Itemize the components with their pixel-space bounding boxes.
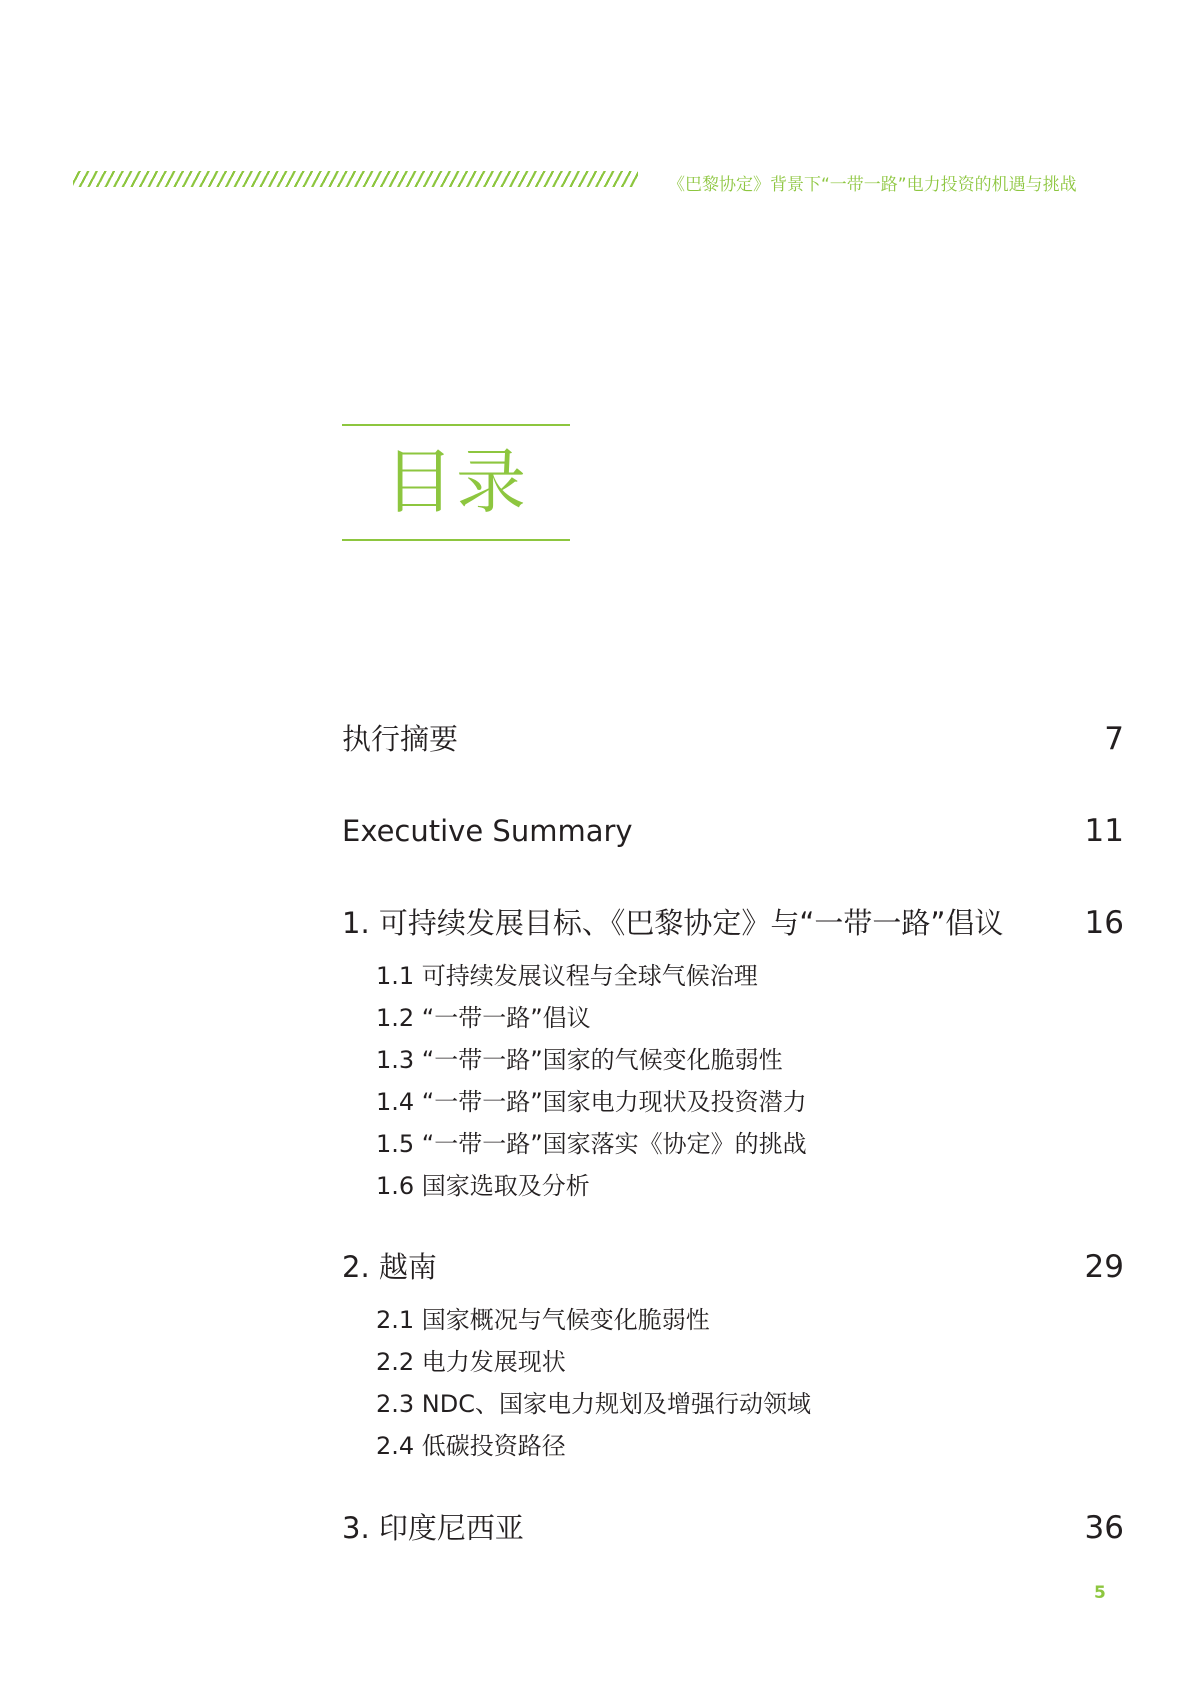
toc-entry-executive-summary-en[interactable] bbox=[342, 811, 1124, 851]
toc-subentry-1-1[interactable]: 1.1 可持续发展议程与全球气候治理 bbox=[376, 962, 758, 990]
title-rule-top bbox=[342, 424, 570, 426]
toc-subentry-2-3[interactable]: 2.3 NDC、国家电力规划及增强行动领域 bbox=[376, 1390, 811, 1418]
toc-entry-chapter-1[interactable] bbox=[342, 903, 1124, 943]
title-rule-bottom bbox=[342, 539, 570, 541]
page-number: 5 bbox=[1094, 1583, 1106, 1603]
toc-entry-chapter-3[interactable] bbox=[342, 1508, 1124, 1548]
toc-subentry-1-4[interactable]: 1.4 “一带一路”国家电力现状及投资潜力 bbox=[376, 1088, 807, 1116]
toc-entry-label: 2. 越南 bbox=[342, 1250, 437, 1284]
toc-subentry-2-1[interactable]: 2.1 国家概况与气候变化脆弱性 bbox=[376, 1306, 710, 1334]
toc-subentry-1-6[interactable]: 1.6 国家选取及分析 bbox=[376, 1172, 590, 1200]
toc-subentry-2-4[interactable]: 2.4 低碳投资路径 bbox=[376, 1432, 566, 1460]
toc-entry-page: 11 bbox=[1084, 813, 1124, 849]
toc-subentry-1-5[interactable]: 1.5 “一带一路”国家落实《协定》的挑战 bbox=[376, 1130, 807, 1158]
toc-entry-page: 36 bbox=[1084, 1510, 1124, 1546]
decorative-hatch-band bbox=[73, 171, 638, 187]
toc-entry-page: 29 bbox=[1084, 1249, 1124, 1285]
toc-entry-page: 7 bbox=[1104, 721, 1124, 757]
toc-subentry-1-2[interactable]: 1.2 “一带一路”倡议 bbox=[376, 1004, 591, 1032]
toc-entry-label: 3. 印度尼西亚 bbox=[342, 1511, 524, 1545]
toc-entry-chapter-2[interactable] bbox=[342, 1247, 1124, 1287]
running-title: 《巴黎协定》背景下“一带一路”电力投资的机遇与挑战 bbox=[668, 175, 1077, 195]
toc-subentry-1-3[interactable]: 1.3 “一带一路”国家的气候变化脆弱性 bbox=[376, 1046, 783, 1074]
toc-title: 目录 bbox=[384, 441, 528, 523]
toc-entry-label: Executive Summary bbox=[342, 814, 633, 848]
toc-entry-label: 执行摘要 bbox=[342, 722, 459, 756]
toc-subentry-2-2[interactable]: 2.2 电力发展现状 bbox=[376, 1348, 566, 1376]
toc-entry-label: 1. 可持续发展目标、《巴黎协定》与“一带一路”倡议 bbox=[342, 906, 1004, 940]
toc-entry-executive-summary-cn[interactable] bbox=[342, 719, 1124, 759]
toc-entry-page: 16 bbox=[1084, 905, 1124, 941]
